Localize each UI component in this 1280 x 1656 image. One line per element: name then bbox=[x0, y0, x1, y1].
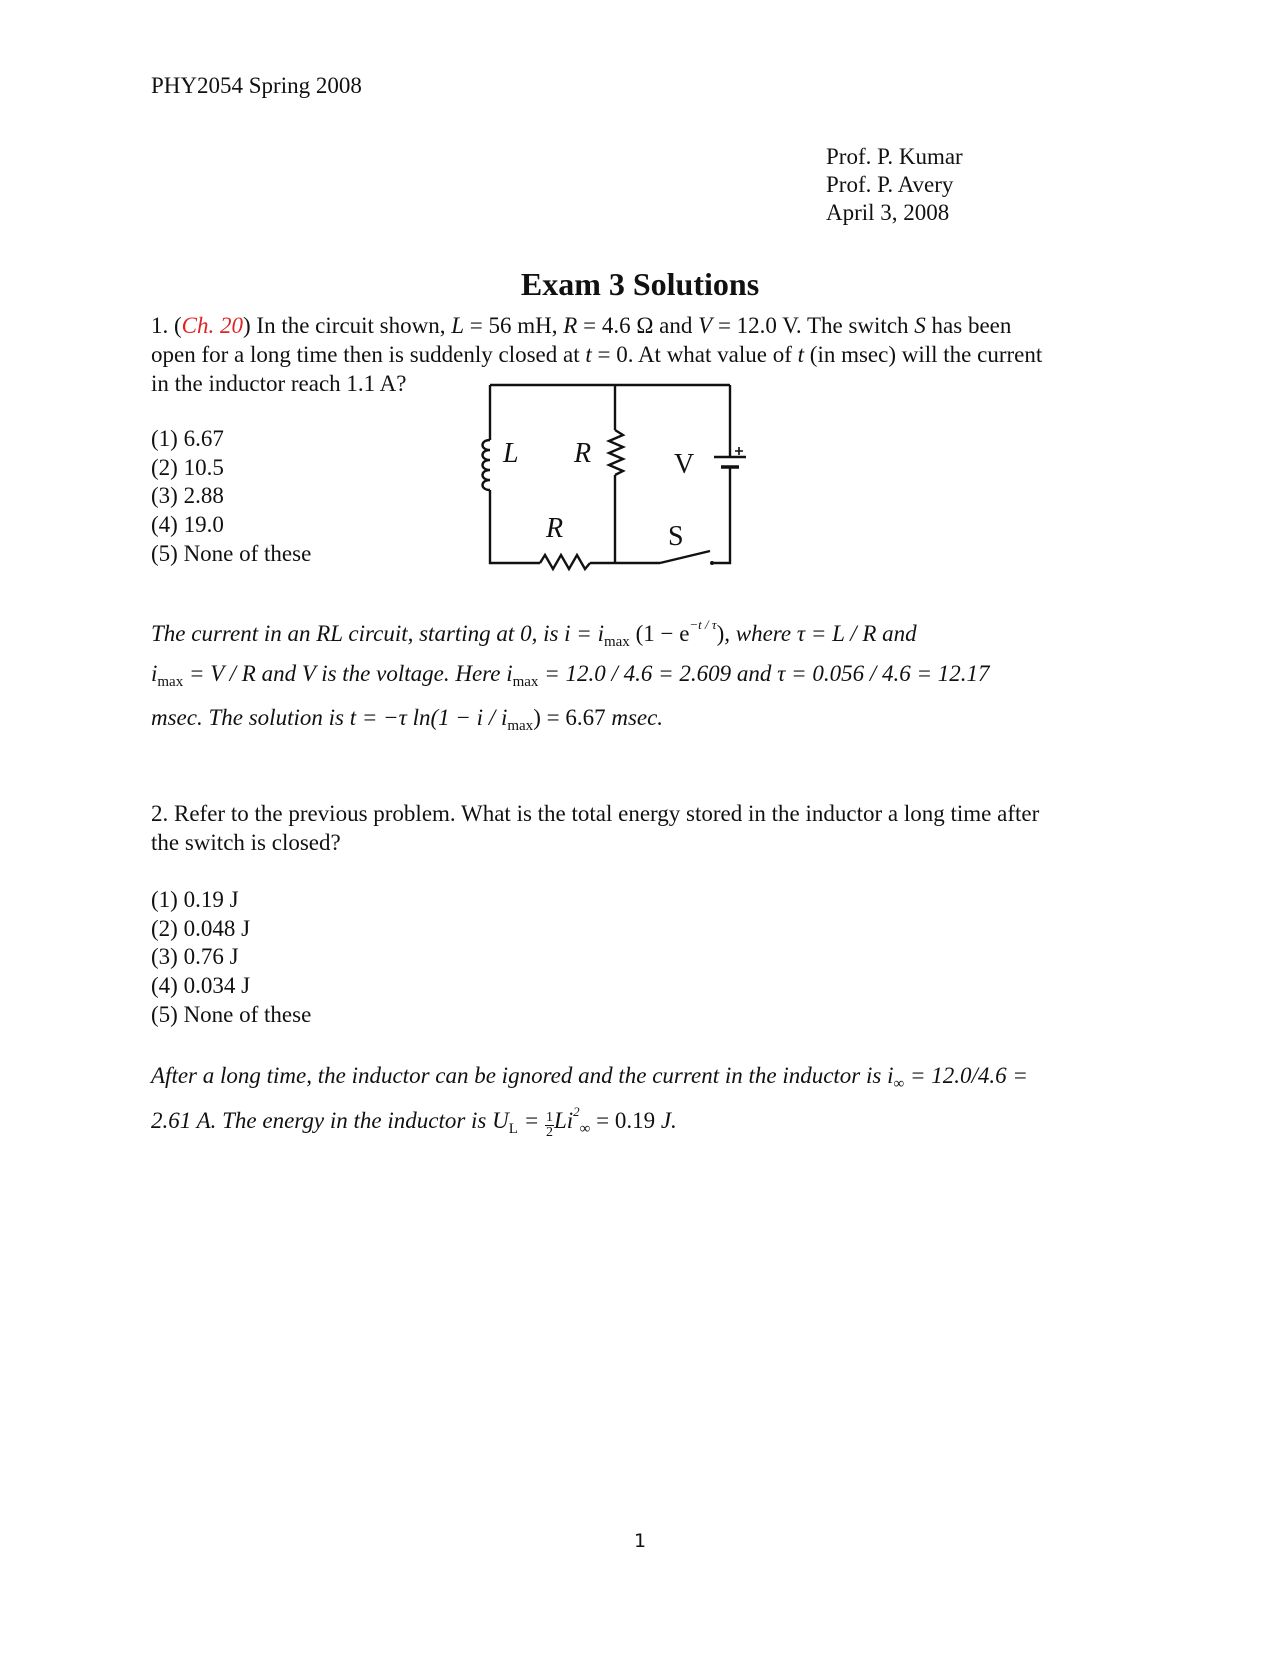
q1-option-5: (5) None of these bbox=[151, 541, 312, 566]
voltage-label: V bbox=[674, 449, 695, 480]
course-header: PHY2054 Spring 2008 bbox=[151, 73, 362, 98]
chapter-reference: Ch. 20 bbox=[181, 313, 244, 338]
one-half-fraction: $\frac{1}{2}$ bbox=[545, 1110, 553, 1140]
q2-option-2: (2) 0.048 J bbox=[151, 916, 251, 941]
q2-option-3: (3) 0.76 J bbox=[151, 944, 239, 969]
q1-solution-line-3: msec. The solution is t = −τ $\ln(1 - i / i_{max}) = 6.67$ msec. bbox=[151, 705, 664, 734]
q1-option-3: (3) 2.88 bbox=[151, 483, 224, 508]
professor-1: Prof. P. Kumar bbox=[826, 144, 963, 169]
q1-option-4: (4) 19.0 bbox=[151, 512, 224, 537]
professor-2: Prof. P. Avery bbox=[826, 172, 954, 197]
bottom-resistor-label: R bbox=[546, 513, 564, 544]
q2-line-1: 2. Refer to the previous problem. What is the total energy stored in the inductor a long time after bbox=[151, 801, 1040, 826]
inductor-label: L bbox=[503, 438, 519, 469]
q1-line-1: 1. (Ch. 20) In the circuit shown, L = 56 mH, R = 4.6 Ω and V = 12.0 V. The switch S has been bbox=[151, 313, 1012, 338]
rl-circuit-diagram bbox=[450, 375, 770, 575]
page-number: 1 bbox=[633, 1530, 647, 1552]
q1-line-3: in the inductor reach 1.1 A? bbox=[151, 371, 407, 396]
q2-option-4: (4) 0.034 J bbox=[151, 973, 251, 998]
q1-option-2: (2) 10.5 bbox=[151, 455, 224, 480]
q2-solution-line-2: 2.61 A. The energy in the inductor is $U_L$ = $\frac{1}{2}$ $Li^2_\infty = 0.19$ J. bbox=[151, 1104, 677, 1140]
vertical-resistor bbox=[609, 430, 623, 475]
switch-blade bbox=[660, 551, 710, 563]
q2-option-5: (5) None of these bbox=[151, 1002, 312, 1027]
switch-contact bbox=[710, 561, 714, 565]
q1-line-2: open for a long time then is suddenly closed at t = 0. At what value of t (in msec) will the current bbox=[151, 342, 1043, 367]
bottom-resistor bbox=[540, 555, 590, 569]
q2-solution-line-1: After a long time, the inductor can be ignored and the current in the inductor is $i_\infty = 12.0/4.6$ = bbox=[151, 1063, 1028, 1092]
q2-line-2: the switch is closed? bbox=[151, 830, 341, 855]
q1-solution-line-2: $i_{max} = V / R$ and V is the voltage. Here $i_{max} = 12.0 / 4.6 = 2.609$ and τ = 0.056 / 4.6 = 12.17 bbox=[151, 661, 990, 690]
inductor-coil bbox=[483, 440, 491, 490]
q1-solution-line-1: The current in an RL circuit, starting at 0, is $i = i_{max}$ $(1 - e^{-t / \tau})$, where τ = L / R and bbox=[151, 617, 917, 650]
page-title: Exam 3 Solutions bbox=[520, 266, 760, 302]
switch-label: S bbox=[668, 521, 684, 552]
vertical-resistor-label: R bbox=[574, 438, 592, 469]
q1-option-1: (1) 6.67 bbox=[151, 426, 224, 451]
exam-date: April 3, 2008 bbox=[826, 200, 950, 225]
q2-option-1: (1) 0.19 J bbox=[151, 887, 239, 912]
